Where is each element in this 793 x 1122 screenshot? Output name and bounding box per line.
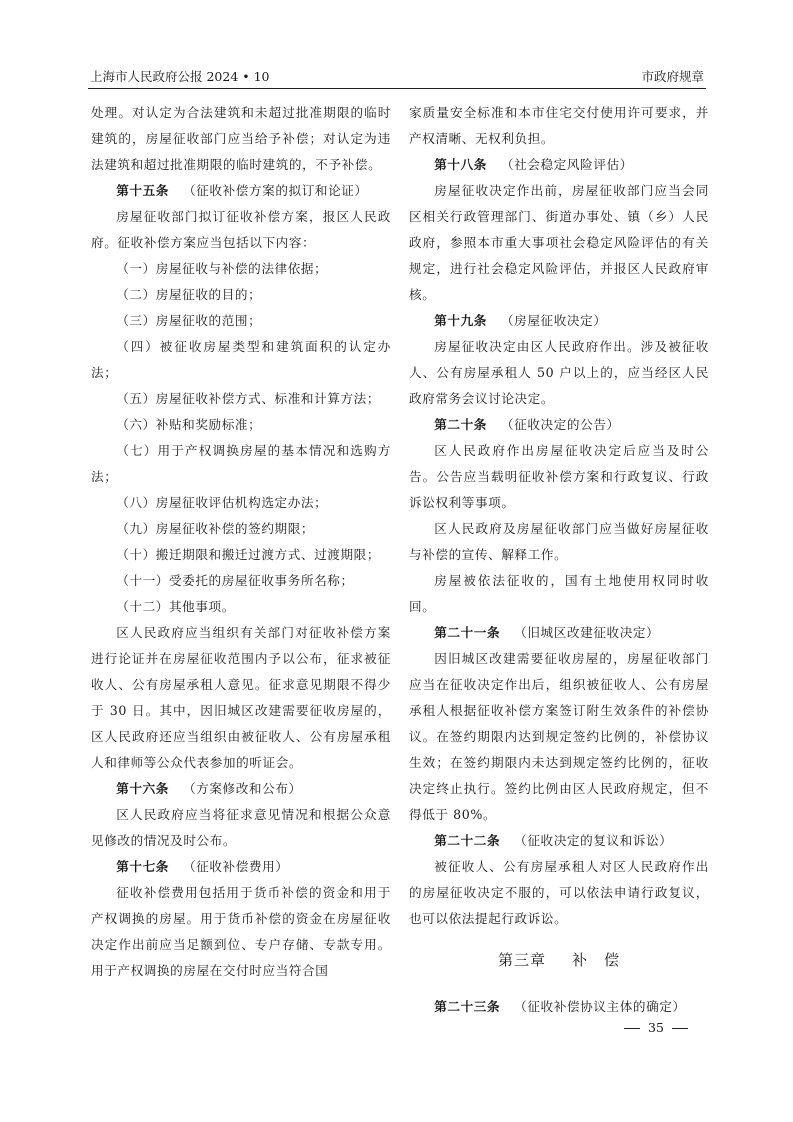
dash-left [624, 1028, 640, 1030]
list-item: （二）房屋征收的目的； [116, 287, 262, 302]
article-title: （征收补偿方案的拟订和论证） [182, 183, 368, 198]
list-item: （三）房屋征收的范围； [116, 313, 262, 328]
article-heading [409, 412, 709, 438]
article-number: 第二十一条 [434, 625, 501, 640]
dash-right [672, 1028, 688, 1030]
paragraph: 区人民政府及房屋征收部门应当做好房屋征收与补偿的宣传、解释工作。 [409, 521, 709, 562]
article-title: （旧城区改建征收决定） [514, 625, 660, 640]
article-heading [91, 178, 391, 204]
list-item: （十二）其他事项。 [116, 599, 235, 614]
article-heading [409, 152, 709, 178]
list-item: （五）房屋征收补偿方式、标准和计算方法； [116, 391, 381, 406]
right-column [409, 100, 709, 1020]
paragraph: 区人民政府应当组织有关部门对征收补偿方案进行论证并在房屋征收范围内予以公布，征求被征收人、公有房屋承租人意见。征求意见期限不得少于 30 日。其中，因旧城区改建需要征收房屋的，区人民政府还应当组织由被征收人、公有房屋承租人和律师等公众代表参加的听证会。 [91, 625, 391, 770]
article-heading [409, 620, 709, 646]
list-item: （七）用于产权调换房屋的基本情况和选购方法； [91, 443, 391, 484]
article-number: 第十九条 [434, 313, 487, 328]
article-title: （征收补偿协议主体的确定） [514, 999, 686, 1014]
list-item: （一）房屋征收与补偿的法律依据； [116, 261, 328, 276]
article-title: （方案修改和公布） [182, 781, 302, 796]
article-number: 第十六条 [116, 781, 169, 796]
list-item: （十）搬迁期限和搬迁过渡方式、过渡期限； [116, 547, 381, 562]
article-title: （征收决定的复议和诉讼） [514, 833, 673, 848]
article-number: 第二十三条 [434, 999, 501, 1014]
left-column [91, 100, 391, 984]
paragraph: 被征收人、公有房屋承租人对区人民政府作出的房屋征收决定不服的，可以依法申请行政复议，也可以依法提起行政诉讼。 [409, 859, 709, 926]
publication-title: 上海市人民政府公报 2024 • 10 [90, 69, 270, 84]
chapter-heading [409, 932, 709, 994]
paragraph: 征收补偿费用包括用于货币补偿的资金和用于产权调换的房屋。用于货币补偿的资金在房屋征收决定作出前应当足额到位、专户存储、专款专用。用于产权调换的房屋在交付时应当符合国 [91, 885, 391, 978]
article-number: 第二十条 [434, 417, 487, 432]
paragraph: 区人民政府应当将征求意见情况和根据公众意见修改的情况及时公布。 [91, 807, 391, 848]
article-title: （征收补偿费用） [182, 859, 289, 874]
paragraph: 房屋征收决定作出前，房屋征收部门应当会同区相关行政管理部门、街道办事处、镇（乡）人民政府，参照本市重大事项社会稳定风险评估的有关规定，进行社会稳定风险评估，并报区人民政府审核。 [409, 183, 709, 302]
article-number: 第二十二条 [434, 833, 501, 848]
page-header [88, 66, 706, 89]
section-title: 市政府规章 [641, 69, 704, 84]
article-number: 第十七条 [116, 859, 169, 874]
article-heading [409, 308, 709, 334]
article-number: 第十五条 [116, 183, 169, 198]
article-title: （征收决定的公告） [500, 417, 620, 432]
continued-paragraph: 家质量安全标准和本市住宅交付使用许可要求，并产权清晰、无权利负担。 [409, 105, 709, 146]
article-heading [91, 854, 391, 880]
list-item: （九）房屋征收补偿的签约期限； [116, 521, 315, 536]
paragraph: 房屋被依法征收的，国有土地使用权同时收回。 [409, 573, 709, 614]
page-footer [611, 1017, 701, 1039]
chapter-title: 补 偿 [572, 951, 621, 969]
article-heading [91, 776, 391, 802]
list-item: （六）补贴和奖励标准； [116, 417, 262, 432]
paragraph: 区人民政府作出房屋征收决定后应当及时公告。公告应当载明征收补偿方案和行政复议、行政诉讼权利等事项。 [409, 443, 709, 510]
list-item: （十一）受委托的房屋征收事务所名称； [116, 573, 354, 588]
chapter-number: 第三章 [497, 951, 546, 969]
paragraph: 房屋征收决定由区人民政府作出。涉及被征收人、公有房屋承租人 50 户以上的，应当经区人民政府常务会议讨论决定。 [409, 339, 709, 406]
article-title: （房屋征收决定） [500, 313, 607, 328]
article-title: （社会稳定风险评估） [500, 157, 633, 172]
page-number: 35 [648, 1020, 664, 1035]
paragraph: 房屋征收部门拟订征收补偿方案，报区人民政府。征收补偿方案应当包括以下内容： [91, 209, 391, 250]
paragraph: 因旧城区改建需要征收房屋的，房屋征收部门应当在征收决定作出后，组织被征收人、公有房屋承租人根据征收补偿方案签订附生效条件的补偿协议。在签约期限内达到规定签约比例的，补偿协议生效；在签约期限内未达到规定签约比例的，征收决定终止执行。签约比例由区人民政府规定，但不得低于 80%。 [409, 651, 709, 822]
article-heading [409, 828, 709, 854]
article-number: 第十八条 [434, 157, 487, 172]
continued-paragraph: 处理。对认定为合法建筑和未超过批准期限的临时建筑的，房屋征收部门应当给予补偿；对认定为违法建筑和超过批准期限的临时建筑的，不予补偿。 [91, 105, 391, 172]
list-item: （八）房屋征收评估机构选定办法； [116, 495, 328, 510]
list-item: （四）被征收房屋类型和建筑面积的认定办法； [91, 339, 391, 380]
